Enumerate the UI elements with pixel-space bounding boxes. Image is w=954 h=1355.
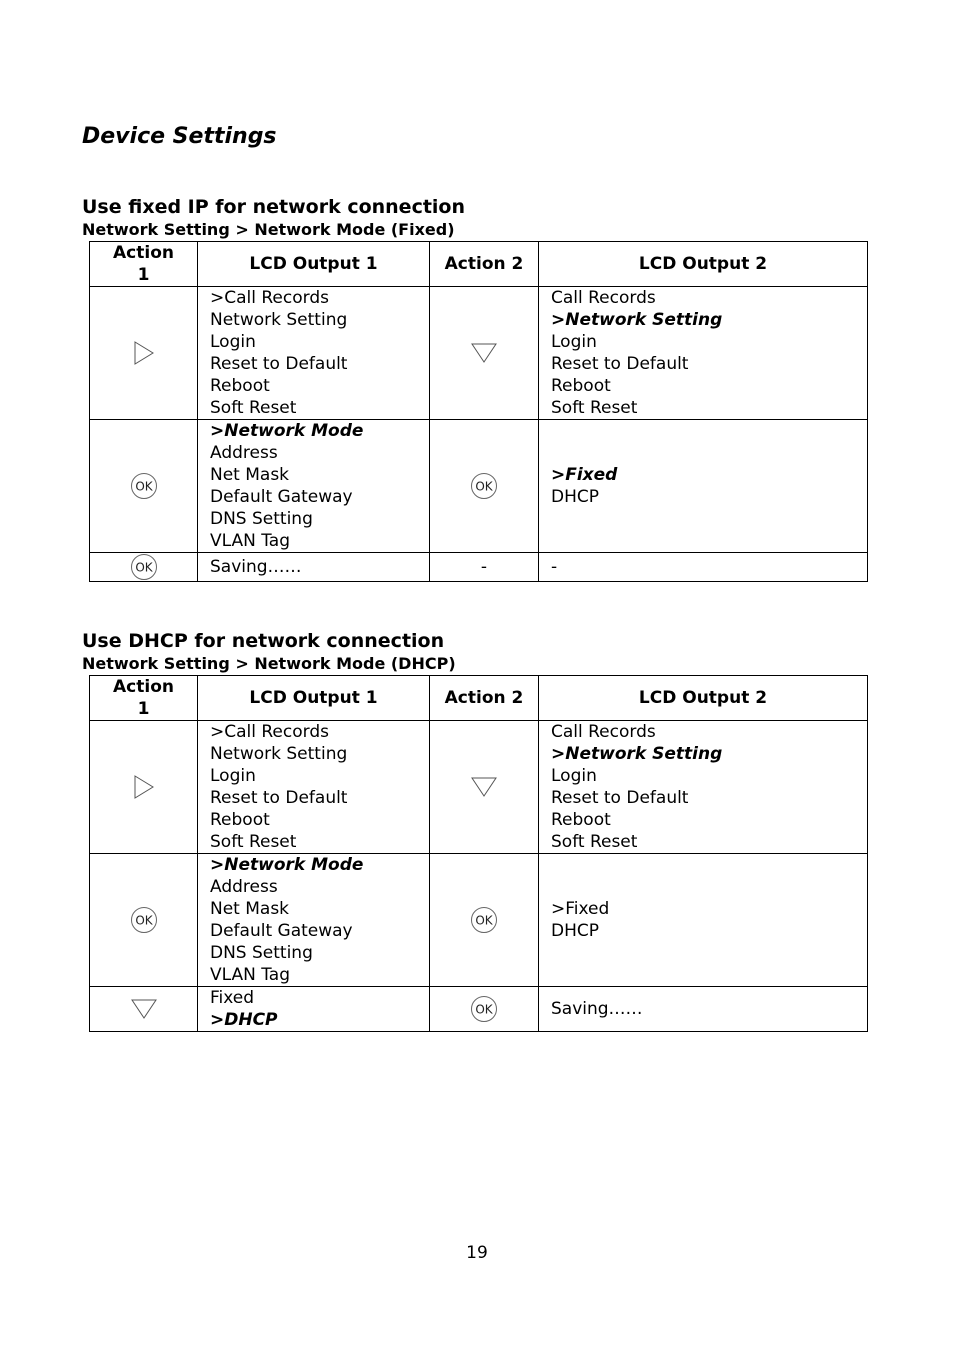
action1-cell: [90, 987, 198, 1032]
svg-text:OK: OK: [134, 913, 153, 928]
table-row: [90, 854, 868, 987]
lcd-line: Call Records: [551, 288, 656, 308]
svg-text:OK: OK: [475, 913, 493, 928]
table-row: [90, 420, 868, 553]
lcd-line: Address: [210, 877, 278, 897]
down-triangle-icon: [131, 998, 157, 1020]
table-body: [90, 287, 868, 582]
ok-button-icon: [130, 906, 158, 934]
right-triangle-icon: [133, 341, 155, 365]
lcd-output1-cell: [198, 420, 430, 553]
page-title: Device Settings: [82, 124, 277, 149]
section1-title: Use fixed IP for network connection: [82, 196, 466, 218]
lcd-line: Fixed: [210, 988, 255, 1008]
lcd-line: >Call Records: [210, 722, 329, 742]
lcd-line: Reboot: [551, 810, 611, 830]
header-lcd1: LCD Output 1: [198, 242, 430, 287]
lcd-output1-cell: [198, 287, 430, 420]
table-row: [90, 721, 868, 854]
lcd-line: -: [551, 557, 558, 577]
lcd-line: Login: [551, 766, 597, 786]
lcd-line: Reset to Default: [210, 354, 348, 374]
ok-button-icon: [470, 995, 498, 1023]
action1-cell: [90, 721, 198, 854]
lcd-line: Reset to Default: [210, 788, 348, 808]
action2-cell: [430, 854, 539, 987]
ok-button-icon: [130, 472, 158, 500]
lcd-line: VLAN Tag: [210, 531, 291, 551]
section2-table: [89, 675, 868, 1032]
lcd-line: Login: [551, 332, 597, 352]
lcd-line: >Call Records: [210, 288, 329, 308]
table-body: [90, 721, 868, 1032]
header-action1: Action 1: [90, 242, 198, 287]
lcd-line: Address: [210, 443, 278, 463]
lcd-output2-cell: [539, 721, 868, 854]
down-triangle-icon: [471, 342, 497, 364]
ok-button-icon: [130, 553, 158, 581]
lcd-line: >Fixed: [551, 465, 618, 485]
section2-subtitle: Network Setting > Network Mode (DHCP): [82, 654, 456, 673]
table-header-row: [90, 242, 868, 287]
lcd-output2-cell: [539, 854, 868, 987]
lcd-line: Network Setting: [210, 744, 348, 764]
lcd-line: >Network Mode: [210, 855, 364, 875]
lcd-line: >Network Mode: [210, 421, 364, 441]
lcd-output2-cell: [539, 420, 868, 553]
lcd-output2-cell: [539, 553, 868, 582]
header-lcd2: LCD Output 2: [539, 242, 868, 287]
section1-table: [89, 241, 868, 582]
lcd-line: Login: [210, 332, 256, 352]
action1-cell: [90, 854, 198, 987]
lcd-line: DHCP: [551, 921, 599, 941]
table-row: [90, 553, 868, 582]
lcd-line: DHCP: [551, 487, 599, 507]
lcd-line: Soft Reset: [210, 398, 297, 418]
ok-button-icon: [470, 906, 498, 934]
lcd-output2-cell: [539, 287, 868, 420]
lcd-line: Soft Reset: [551, 398, 638, 418]
lcd-line: Default Gateway: [210, 921, 353, 941]
action1-cell: [90, 420, 198, 553]
section2-title: Use DHCP for network connection: [82, 630, 445, 652]
action2-cell: [430, 287, 539, 420]
action2-cell: [430, 987, 539, 1032]
lcd-line: Reboot: [551, 376, 611, 396]
lcd-line: Net Mask: [210, 899, 290, 919]
header-lcd2: LCD Output 2: [539, 676, 868, 721]
lcd-line: Net Mask: [210, 465, 290, 485]
lcd-line: Saving……: [551, 999, 643, 1019]
lcd-line: Saving……: [210, 557, 302, 577]
lcd-line: Reset to Default: [551, 788, 689, 808]
lcd-line: Login: [210, 766, 256, 786]
lcd-output1-cell: [198, 987, 430, 1032]
lcd-line: >DHCP: [210, 1010, 278, 1030]
lcd-line: Reboot: [210, 376, 270, 396]
lcd-line: Reset to Default: [551, 354, 689, 374]
svg-text:OK: OK: [134, 560, 153, 575]
right-triangle-icon: [133, 775, 155, 799]
lcd-line: >Network Setting: [551, 310, 723, 330]
action1-cell: [90, 287, 198, 420]
lcd-line: Default Gateway: [210, 487, 353, 507]
action1-cell: [90, 553, 198, 582]
down-triangle-icon: [471, 776, 497, 798]
action2-cell: [430, 553, 539, 582]
header-lcd1: LCD Output 1: [198, 676, 430, 721]
section1-subtitle: Network Setting > Network Mode (Fixed): [82, 220, 455, 239]
lcd-line: Soft Reset: [210, 832, 297, 852]
lcd-output1-cell: [198, 854, 430, 987]
table-row: [90, 287, 868, 420]
lcd-output1-cell: [198, 553, 430, 582]
lcd-line: >Network Setting: [551, 744, 723, 764]
lcd-output1-cell: [198, 721, 430, 854]
header-action2: Action 2: [430, 676, 539, 721]
lcd-line: Reboot: [210, 810, 270, 830]
ok-button-icon: [470, 472, 498, 500]
lcd-line: >Fixed: [551, 899, 610, 919]
table-header-row: [90, 676, 868, 721]
lcd-line: Network Setting: [210, 310, 348, 330]
header-action2: Action 2: [430, 242, 539, 287]
lcd-line: VLAN Tag: [210, 965, 291, 985]
svg-text:OK: OK: [134, 479, 153, 494]
header-action1: Action 1: [90, 676, 198, 721]
lcd-output2-cell: [539, 987, 868, 1032]
lcd-line: Soft Reset: [551, 832, 638, 852]
lcd-line: DNS Setting: [210, 943, 313, 963]
page-number: 19: [466, 1243, 488, 1263]
table-row: [90, 987, 868, 1032]
svg-text:OK: OK: [475, 1002, 493, 1017]
action2-cell: [430, 420, 539, 553]
action2-cell: [430, 721, 539, 854]
svg-text:OK: OK: [475, 479, 493, 494]
action-text: -: [480, 557, 488, 577]
lcd-line: DNS Setting: [210, 509, 313, 529]
lcd-line: Call Records: [551, 722, 656, 742]
